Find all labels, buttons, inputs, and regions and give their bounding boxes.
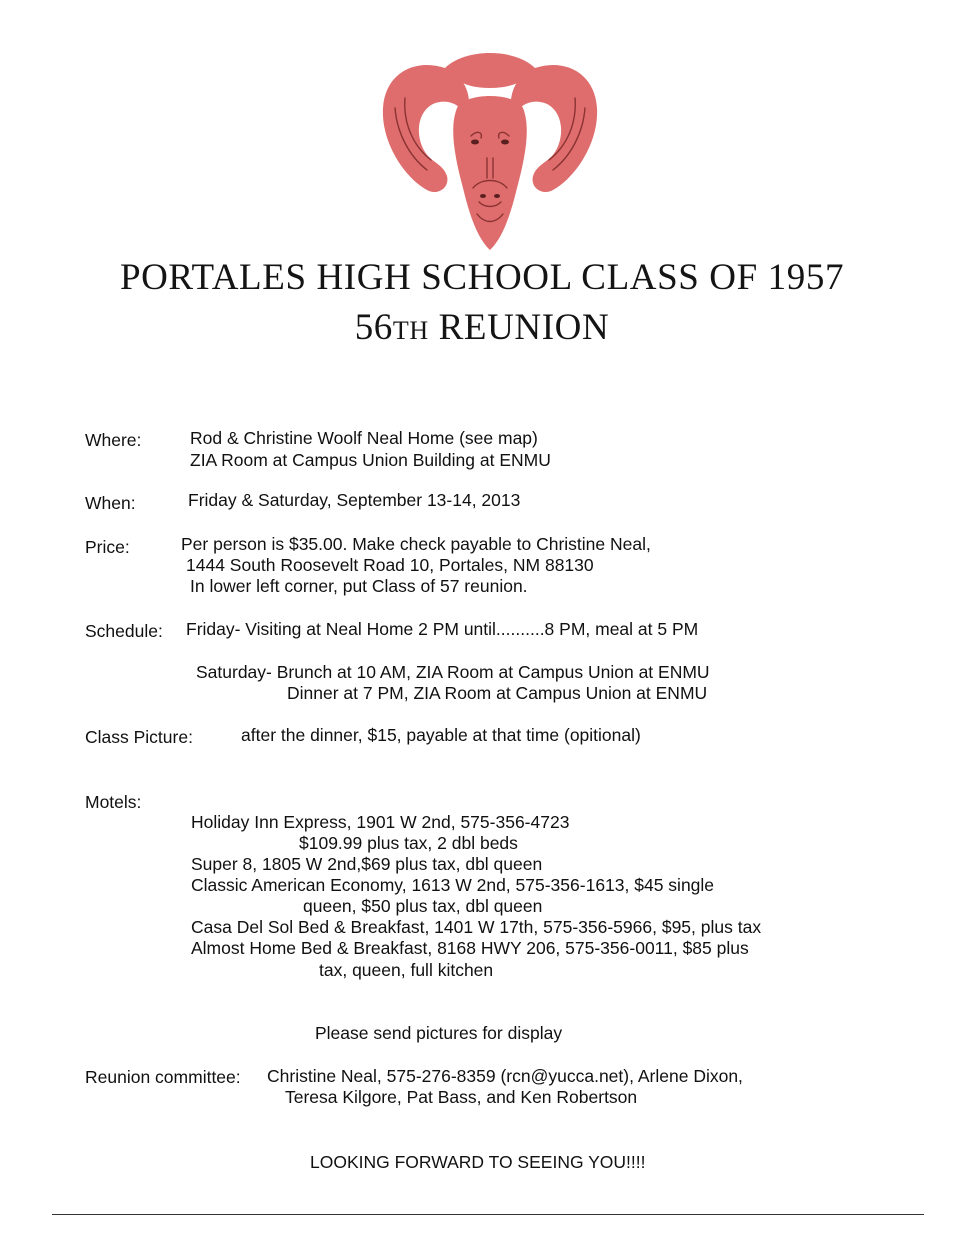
price-label: Price:: [85, 537, 130, 557]
motel-line: Classic American Economy, 1613 W 2nd, 575-356-1613, $45 single: [191, 875, 715, 895]
motel-line: Casa Del Sol Bed & Breakfast, 1401 W 17th, 575-356-5966, $95, plus tax: [191, 917, 762, 937]
where-line-1: Rod & Christine Woolf Neal Home (see map): [190, 428, 538, 448]
committee-line-1: Christine Neal, 575-276-8359 (rcn@yucca.net), Arlene Dixon,: [267, 1066, 743, 1086]
motel-line: $109.99 plus tax, 2 dbl beds: [299, 833, 518, 853]
committee-label: Reunion committee:: [85, 1067, 241, 1087]
motel-line: Super 8, 1805 W 2nd,$69 plus tax, dbl queen: [191, 854, 543, 874]
when-label: When:: [85, 493, 136, 513]
where-label: Where:: [85, 430, 142, 450]
where-line-2: ZIA Room at Campus Union Building at ENMU: [190, 450, 551, 470]
page-subtitle: [0, 306, 964, 349]
class-picture-label: Class Picture:: [85, 727, 193, 747]
committee-line-2: Teresa Kilgore, Pat Bass, and Ken Robertson: [285, 1087, 638, 1107]
page-title: PORTALES HIGH SCHOOL CLASS OF 1957: [119, 257, 845, 298]
ram-logo-fill: [383, 53, 597, 250]
schedule-saturday-brunch: Saturday- Brunch at 10 AM, ZIA Room at Campus Union at ENMU: [196, 662, 710, 682]
subtitle-text: REUNION: [438, 307, 610, 348]
pictures-note: Please send pictures for display: [315, 1023, 563, 1043]
price-line-2: 1444 South Roosevelt Road 10, Portales, NM 88130: [186, 555, 594, 575]
ram-head-logo: [375, 38, 605, 252]
schedule-label: Schedule:: [85, 621, 163, 641]
closing-line: LOOKING FORWARD TO SEEING YOU!!!!: [310, 1152, 646, 1172]
motel-line: queen, $50 plus tax, dbl queen: [303, 896, 543, 916]
schedule-friday: Friday- Visiting at Neal Home 2 PM until..........8 PM, meal at 5 PM: [186, 619, 699, 639]
subtitle-ordinal-number: 56: [354, 307, 393, 348]
motel-line: tax, queen, full kitchen: [319, 960, 494, 980]
subtitle-ordinal-suffix: TH: [392, 316, 429, 345]
price-line-3: In lower left corner, put Class of 57 reunion.: [190, 576, 528, 596]
price-line-1: Per person is $35.00. Make check payable to Christine Neal,: [181, 534, 651, 554]
bottom-divider: [52, 1214, 924, 1215]
motel-line: Almost Home Bed & Breakfast, 8168 HWY 206, 575-356-0011, $85 plus: [191, 938, 749, 958]
motels-label: Motels:: [85, 792, 142, 812]
class-picture-value: after the dinner, $15, payable at that time (opitional): [241, 725, 641, 745]
motel-line: Holiday Inn Express, 1901 W 2nd, 575-356-4723: [191, 812, 570, 832]
schedule-saturday-dinner: Dinner at 7 PM, ZIA Room at Campus Union at ENMU: [287, 683, 708, 703]
when-value: Friday & Saturday, September 13-14, 2013: [188, 490, 521, 510]
